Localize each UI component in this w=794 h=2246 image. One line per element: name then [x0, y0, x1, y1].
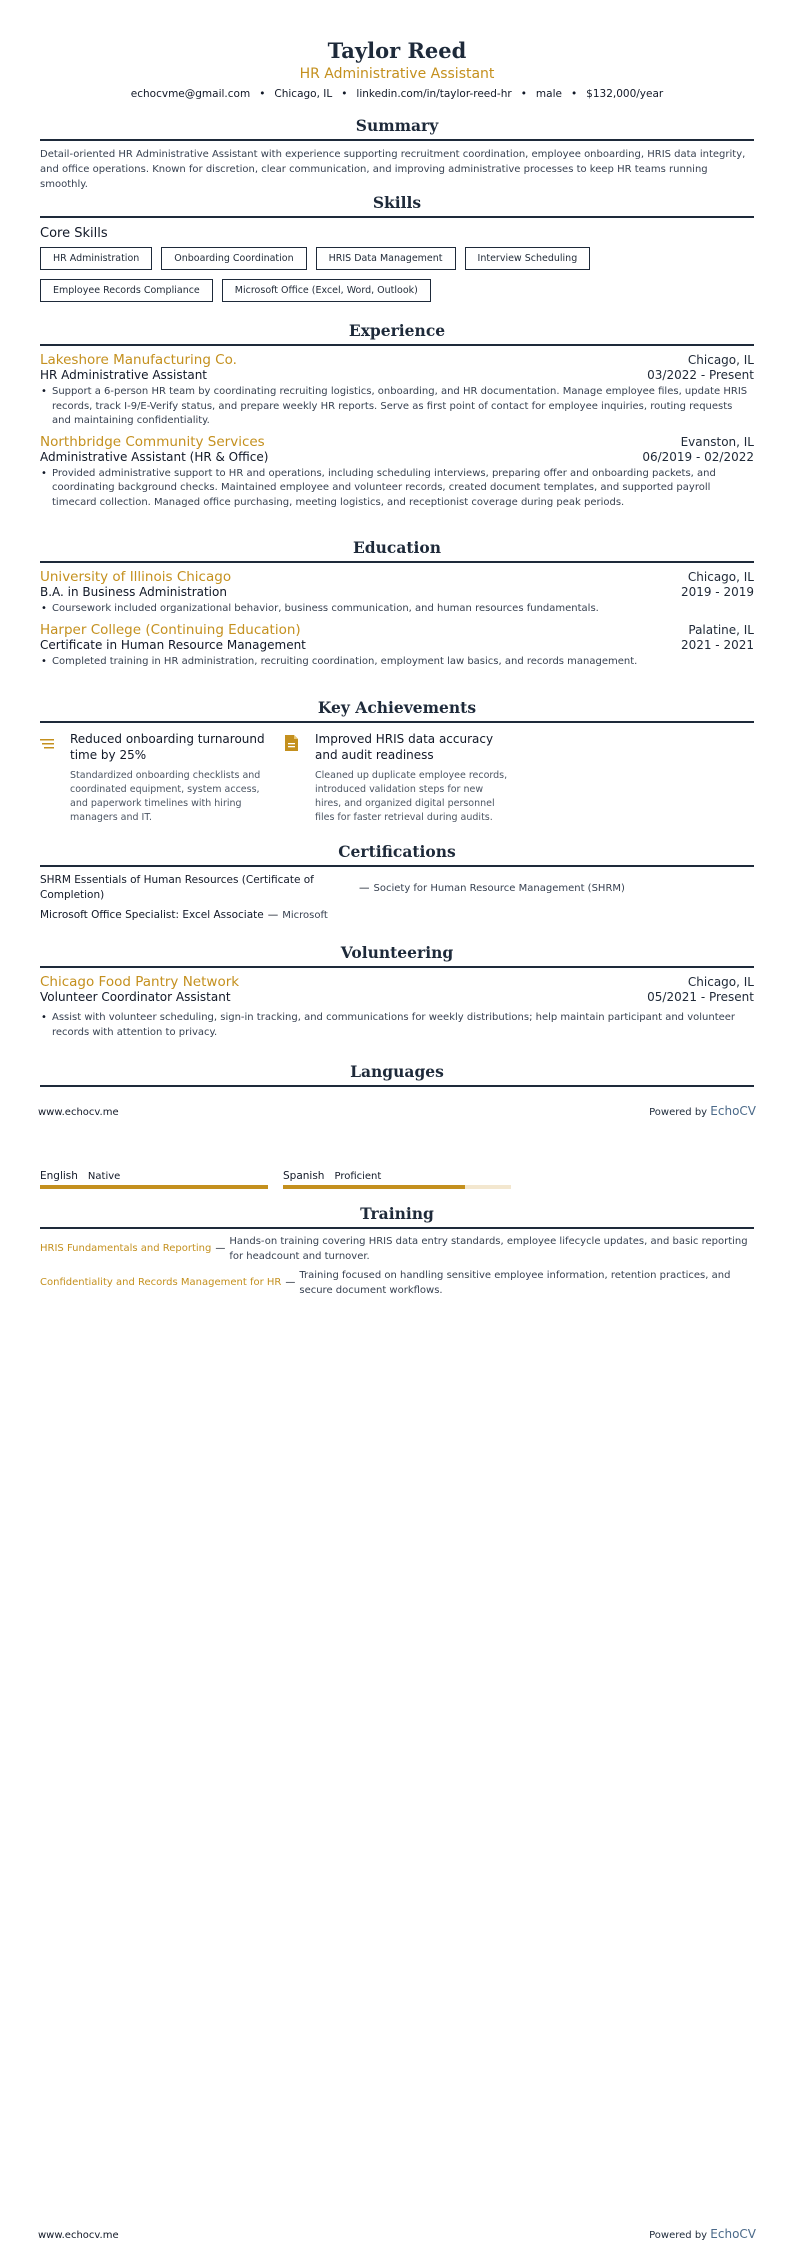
contact-location: Chicago, IL: [274, 88, 333, 100]
certification-name: SHRM Essentials of Human Resources (Certificate of Completion): [40, 874, 314, 901]
language-proficiency-fill: [283, 1185, 465, 1189]
training-section: [0, 1204, 794, 1298]
language-proficiency-bar: [40, 1185, 268, 1189]
section-divider: [40, 1085, 754, 1087]
separator-dot: •: [570, 88, 578, 100]
skills-section: [0, 193, 794, 302]
achievement-description: Cleaned up duplicate employee records, introduced validation steps for new hires, and organized digital personnel files for faster retrieval during audits.: [315, 770, 508, 823]
powered-by-label: Powered by: [649, 2230, 708, 2241]
certification-name: Microsoft Office Specialist: Excel Associate: [40, 909, 264, 921]
experience-heading: Experience: [348, 321, 446, 340]
dash-separator: —: [359, 881, 370, 894]
brand-logo[interactable]: EchoCV: [710, 1104, 756, 1118]
volunteering-entry: [40, 974, 754, 1040]
degree-title: Certificate in Human Resource Management: [40, 637, 306, 652]
employer-name: Lakeshore Manufacturing Co.: [40, 352, 237, 368]
degree-title: B.A. in Business Administration: [40, 585, 227, 599]
skill-chip: HRIS Data Management: [316, 247, 456, 270]
organization-name: Chicago Food Pantry Network: [40, 974, 240, 990]
skill-chip: Onboarding Coordination: [161, 247, 306, 270]
education-dates: 2019 - 2019: [680, 585, 754, 599]
contact-linkedin[interactable]: linkedin.com/in/taylor-reed-hr: [356, 88, 512, 100]
footer-brand: [649, 2227, 756, 2241]
language-item: [40, 1170, 268, 1189]
brand-logo[interactable]: EchoCV: [710, 2227, 756, 2241]
certification-item: [40, 873, 754, 903]
school-name: Harper College (Continuing Education): [40, 621, 301, 638]
contact-gender: male: [535, 88, 562, 100]
skills-list: [40, 247, 600, 302]
resume-header: [0, 0, 794, 100]
school-name: University of Illinois Chicago: [40, 569, 232, 585]
training-description: Training focused on handling sensitive employee information, retention practices, and secure document workflows.: [299, 1270, 731, 1296]
achievement-item: [285, 731, 510, 825]
contact-email[interactable]: echocvme@gmail.com: [130, 88, 251, 100]
volunteer-description: • Assist with volunteer scheduling, sign-in tracking, and communications for weekly distributions; help maintain participant and volunteer records with attention to privacy.: [40, 1011, 754, 1040]
dash-separator: —: [285, 1277, 296, 1289]
document-icon: [285, 731, 315, 825]
section-divider: [40, 865, 754, 867]
training-heading: Training: [360, 1204, 434, 1223]
section-divider: [40, 139, 754, 141]
footer-brand: [649, 1104, 756, 1118]
achievement-description: Standardized onboarding checklists and coordinated equipment, system access, and paperwork timelines with hiring managers and IT.: [70, 770, 261, 823]
candidate-title: HR Administrative Assistant: [299, 66, 495, 82]
section-divider: [40, 966, 754, 968]
training-item: [40, 1269, 754, 1298]
separator-dot: •: [259, 88, 266, 100]
skill-chip: Employee Records Compliance: [40, 279, 213, 302]
language-level: Native: [87, 1171, 121, 1182]
job-title: HR Administrative Assistant: [40, 368, 208, 382]
languages-heading: Languages: [350, 1062, 444, 1081]
job-dates: 06/2019 - 02/2022: [642, 449, 754, 464]
certification-issuer: Society for Human Resource Management (SHRM): [373, 882, 625, 894]
page-footer: [38, 2227, 756, 2241]
candidate-name: Taylor Reed: [327, 38, 467, 63]
section-divider: [40, 721, 754, 723]
job-description: • Provided administrative support to HR and operations, including scheduling interviews, preparing offer and onboarding packets, and coordinating background checks. Maintained employee and volunteer records, created document templates, and supported payroll timecard collection. Managed office purchasing, meeting logistics, and receptionist coverage during peak periods.: [40, 467, 754, 511]
footer-site-link[interactable]: www.echocv.me: [38, 2230, 119, 2241]
skill-chip: Interview Scheduling: [465, 247, 591, 270]
training-description: Hands-on training covering HRIS data entry standards, employee lifecycle updates, and basic reporting for headcount and turnover.: [229, 1236, 748, 1262]
achievement-title: Improved HRIS data accuracy and audit readiness: [315, 732, 494, 762]
job-description: • Support a 6-person HR team by coordinating recruiting logistics, onboarding, and HR documentation. Manage employee files, update HRIS records, track I-9/E-Verify status, and prepare weekly HR reports. Serve as first point of contact for employee inquiries, routing requests and maintaining confidentiality.: [40, 385, 754, 429]
contact-line: [0, 88, 794, 100]
employer-name: Northbridge Community Services: [40, 433, 265, 450]
language-level: Proficient: [334, 1171, 382, 1182]
languages-section: [0, 1062, 794, 1087]
volunteer-role: Volunteer Coordinator Assistant: [40, 990, 231, 1004]
certification-item: [40, 908, 754, 923]
achievement-item: [40, 731, 265, 825]
volunteering-heading: Volunteering: [340, 943, 454, 962]
certifications-section: [0, 842, 794, 923]
achievement-title: Reduced onboarding turnaround time by 25%: [70, 732, 265, 762]
section-divider: [40, 1227, 754, 1229]
volunteering-section: [0, 943, 794, 1040]
certification-issuer: Microsoft: [282, 910, 328, 921]
skills-heading: Skills: [372, 193, 422, 212]
school-location: Chicago, IL: [687, 570, 754, 584]
skill-chip: Microsoft Office (Excel, Word, Outlook): [222, 279, 431, 302]
skills-group-title: Core Skills: [40, 226, 108, 241]
section-divider: [40, 561, 754, 563]
languages-list: [0, 1160, 794, 1189]
job-title: Administrative Assistant (HR & Office): [40, 449, 269, 464]
list-lines-icon: [40, 731, 70, 825]
contact-salary: $132,000/year: [586, 88, 664, 100]
section-divider: [40, 216, 754, 218]
language-proficiency-bar: [283, 1185, 511, 1189]
employer-location: Evanston, IL: [680, 434, 754, 449]
language-name: English: [40, 1170, 78, 1182]
training-name: HRIS Fundamentals and Reporting: [40, 1243, 212, 1255]
experience-entry: [40, 352, 754, 429]
school-location: Palatine, IL: [688, 622, 754, 637]
powered-by-label: Powered by: [649, 1107, 708, 1118]
education-dates: 2021 - 2021: [680, 637, 754, 652]
separator-dot: •: [341, 88, 348, 100]
experience-entry: [40, 434, 754, 511]
footer-site-link[interactable]: www.echocv.me: [38, 1107, 119, 1118]
section-divider: [40, 344, 754, 346]
volunteer-dates: 05/2021 - Present: [647, 990, 754, 1004]
training-name: Confidentiality and Records Management for HR: [40, 1277, 282, 1289]
experience-section: [0, 321, 794, 510]
language-proficiency-fill: [40, 1185, 268, 1189]
training-item: [40, 1235, 754, 1264]
dash-separator: —: [215, 1243, 226, 1255]
skill-chip: HR Administration: [40, 247, 152, 270]
page-footer: [38, 1104, 756, 1118]
achievements-heading: Key Achievements: [317, 698, 477, 717]
certifications-heading: Certifications: [338, 842, 456, 861]
separator-dot: •: [520, 88, 527, 100]
education-description: • Completed training in HR administration, recruiting coordination, employment law basics, and records management.: [40, 655, 754, 670]
education-section: [0, 538, 794, 669]
education-entry: [40, 622, 754, 670]
education-heading: Education: [352, 538, 442, 557]
language-name: Spanish: [283, 1170, 325, 1182]
summary-heading: Summary: [355, 116, 439, 135]
summary-text: Detail-oriented HR Administrative Assistant with experience supporting recruitment coordination, employee onboarding, HRIS data integrity, and office operations. Known for discretion, clear communication, and improving administrative processes to keep HR teams running smoothly.: [40, 149, 746, 190]
employer-location: Chicago, IL: [687, 353, 754, 367]
dash-separator: —: [267, 909, 279, 921]
education-description: • Coursework included organizational behavior, business communication, and human resources fundamentals.: [40, 602, 754, 617]
achievements-section: [0, 698, 794, 825]
job-dates: 03/2022 - Present: [647, 368, 754, 382]
summary-section: [0, 116, 794, 192]
organization-location: Chicago, IL: [687, 975, 754, 989]
education-entry: [40, 569, 754, 617]
language-item: [283, 1170, 511, 1189]
